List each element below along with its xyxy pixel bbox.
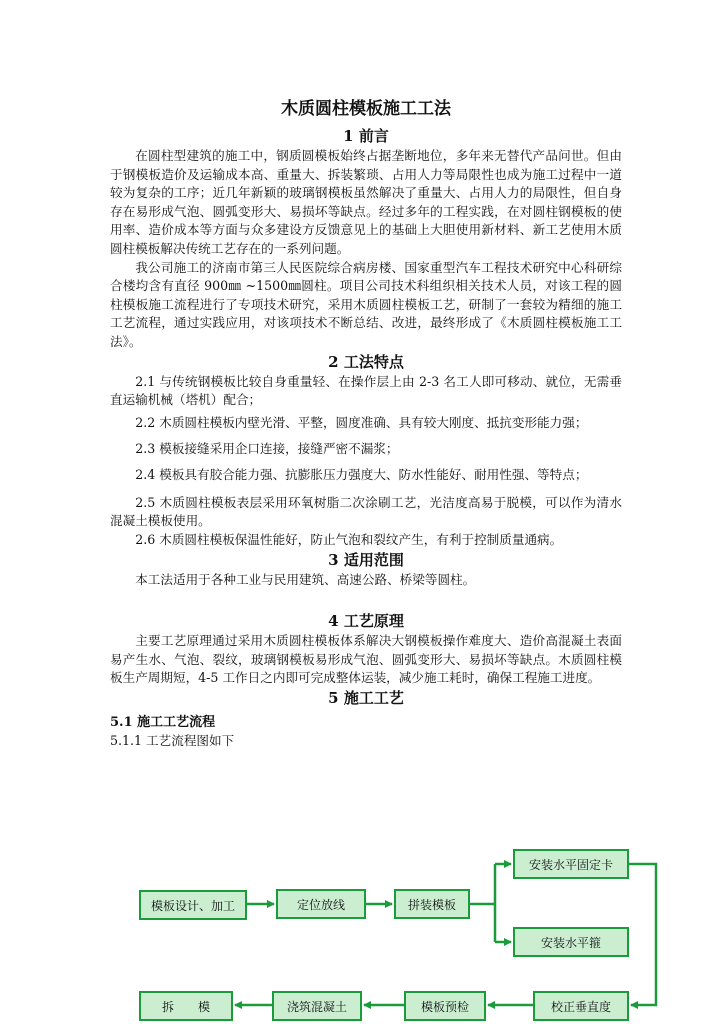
flow-box-positioning: 定位放线 [276,889,366,919]
section-5-heading: 5 施工工艺 [328,688,404,707]
flow-box-pour-concrete: 浇筑混凝土 [272,991,362,1021]
section-1-paragraph-1: 在圆柱型建筑的施工中，钢质圆模板始终占据垄断地位，多年来无替代产品问世。但由于钢模板造价及运输成本高、重量大、拆装繁琐、占用人力等局限性也成为施工过程中一道较为复杂的工序；近几年新颖的玻璃钢模板虽然解决了重量大、占用人力的局限性，但自身存在易形成气泡、圆弧变形大、易损坏等缺点。经过多年的工程实践，在对圆柱钢模板的使用率、造价成本等方面与众多建设方反馈意见上的基础上大胆使用新材料、新工艺使用木质圆柱模板解决传统工艺存在的一系列问题。 [110,148,622,256]
document-title: 木质圆柱模板施工工法 [281,99,451,119]
section-4-paragraph: 主要工艺原理通过采用木质圆柱模板体系解决大钢模板操作难度大、造价高混凝土表面易产生水、气泡、裂纹，玻璃钢模板易形成气泡、圆弧变形大、易损坏等缺点。木质圆柱模板生产周期短，4-5 工作日之内即可完成整体运装，减少施工耗时，确保工程施工进度。 [110,633,622,686]
section-1-heading: 1 前言 [343,127,389,145]
flow-box-strip-formwork: 拆 模 [139,991,233,1021]
section-2-heading: 2 工法特点 [328,352,404,371]
section-5-1-heading: 5.1 施工工艺流程 [110,714,216,730]
section-4-heading: 4 工艺原理 [328,612,404,631]
section-3-heading: 3 适用范围 [328,550,404,569]
flow-box-pre-inspection: 模板预检 [404,991,486,1021]
flow-box-assemble-formwork: 拼装模板 [394,889,470,919]
feature-item: 2.6 木质圆柱模板保温性能好，防止气泡和裂纹产生，有利于控制质量通病。 [135,531,563,547]
feature-item: 2.3 模板接缝采用企口连接，接缝严密不漏浆； [135,440,399,456]
flow-box-horizontal-clamp: 安装水平固定卡 [513,849,629,879]
feature-item: 2.1 与传统钢模板比较自身重量轻、在操作层上由 2-3 名工人即可移动、就位，无需垂直运输机械（塔机）配合； [110,373,622,408]
section-1-paragraph-2: 我公司施工的济南市第三人民医院综合病房楼、国家重型汽车工程技术研究中心科研综合楼均含有直径 900㎜ ~1500㎜圆柱。项目公司技术科组织相关技术人员，对该工程的圆柱模板施工流程进行了专项技术研究，采用木质圆柱模板工艺，研制了一套较为精细的施工工艺流程，通过实践应用，对该项技术不断总结、改进，最终形成了《木质圆柱模板施工工法》。 [110,259,622,349]
feature-item: 2.5 木质圆柱模板表层采用环氧树脂二次涂刷工艺，光洁度高易于脱模，可以作为清水混凝土模板使用。 [110,494,622,529]
section-5-1-1-text: 5.1.1 工艺流程图如下 [110,732,235,748]
flow-box-design-processing: 模板设计、加工 [139,890,247,920]
connector-clamp-to-verticality [629,864,656,1005]
feature-item: 2.4 模板具有胶合能力强、抗膨胀压力强度大、防水性能好、耐用性强、等特点； [135,466,588,482]
flow-box-horizontal-hoop: 安装水平箍 [513,927,629,957]
feature-item: 2.2 木质圆柱模板内壁光滑、平整，圆度准确、具有较大刚度、抵抗变形能力强； [135,414,588,430]
section-3-paragraph: 本工法适用于各种工业与民用建筑、高速公路、桥梁等圆柱。 [135,571,476,587]
flow-box-verticality-check: 校正垂直度 [533,991,629,1021]
document-page [110,98,622,750]
